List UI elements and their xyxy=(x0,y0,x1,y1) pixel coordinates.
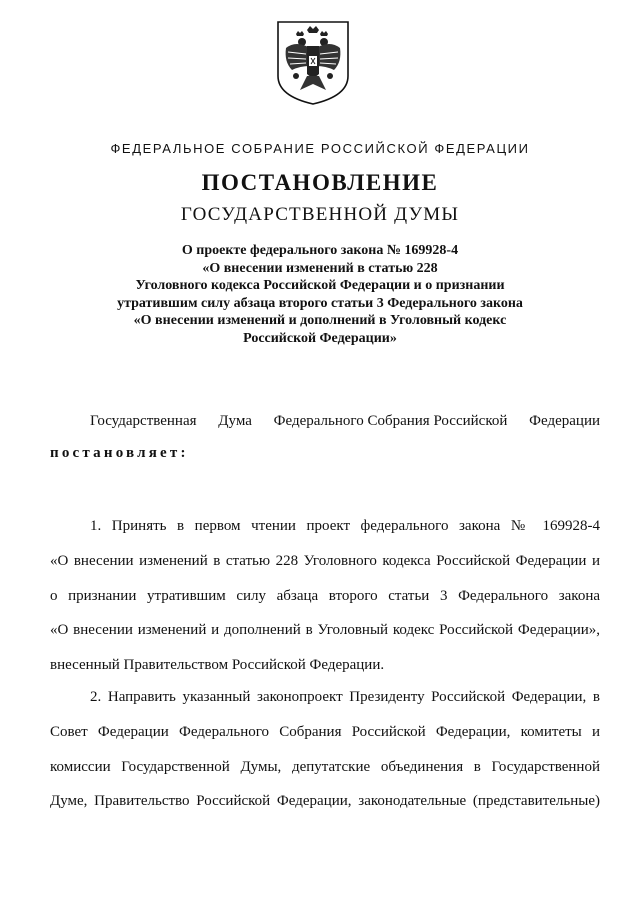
paragraph-line: о признании утратившим силу абзаца второго статьи 3 Федерального закона xyxy=(50,587,600,604)
paragraph-line: Думе, Правительство Российской Федерации, законодательные (представительные) xyxy=(50,793,600,810)
preamble-line xyxy=(50,413,600,430)
paragraph-line: 2. Направить указанный законопроект Президенту Российской Федерации, в xyxy=(90,689,600,705)
paragraph-line: «О внесении изменений и дополнений в Уголовный кодекс Российской Федерации», xyxy=(50,622,600,639)
bill-title-line: О проекте федерального закона № 169928-4 xyxy=(181,243,459,258)
document-type-title: ПОСТАНОВЛЕНИЕ xyxy=(201,170,439,195)
paragraph-line: 1. Принять в первом чтении проект федерального закона № 169928-4 xyxy=(90,518,600,534)
bill-title-line: «О внесении изменений и дополнений в Уголовный кодекс xyxy=(133,313,507,329)
paragraph-1 xyxy=(50,509,600,683)
issuer-subtitle: ГОСУДАРСТВЕННОЙ ДУМЫ xyxy=(180,204,460,225)
resolves-keyword: постановляет: xyxy=(50,445,189,461)
bill-title-line: утратившим силу абзаца второго статьи 3 Федерального закона xyxy=(117,295,523,311)
paragraph-line: внесенный Правительством Российской Федерации. xyxy=(50,657,385,674)
bill-title-line: Российской Федерации» xyxy=(243,330,397,346)
paragraph-line: Совет Федерации Федерального Собрания Российской Федерации, комитеты и xyxy=(50,723,600,740)
coat-of-arms-emblem xyxy=(274,18,352,106)
bill-title-line: «О внесении изменений в статью 228 xyxy=(202,260,438,276)
bill-title-line: Уголовного кодекса Российской Федерации и о признании xyxy=(135,278,505,294)
federal-assembly-heading: ФЕДЕРАЛЬНОЕ СОБРАНИЕ РОССИЙСКОЙ ФЕДЕРАЦИИ xyxy=(110,141,530,156)
paragraph-line: «О внесении изменений в статью 228 Уголовного кодекса Российской Федерации и xyxy=(50,552,600,569)
preamble-word: Дума xyxy=(218,413,252,429)
preamble-word: Государственная xyxy=(90,413,197,429)
preamble-word: Федерального Собрания Российской xyxy=(273,413,508,429)
bill-title-block xyxy=(80,242,560,348)
preamble-word: Федерации xyxy=(529,413,600,429)
paragraph-2 xyxy=(50,680,600,819)
paragraph-line: комиссии Государственной Думы, депутатские объединения в Государственной xyxy=(50,758,600,775)
